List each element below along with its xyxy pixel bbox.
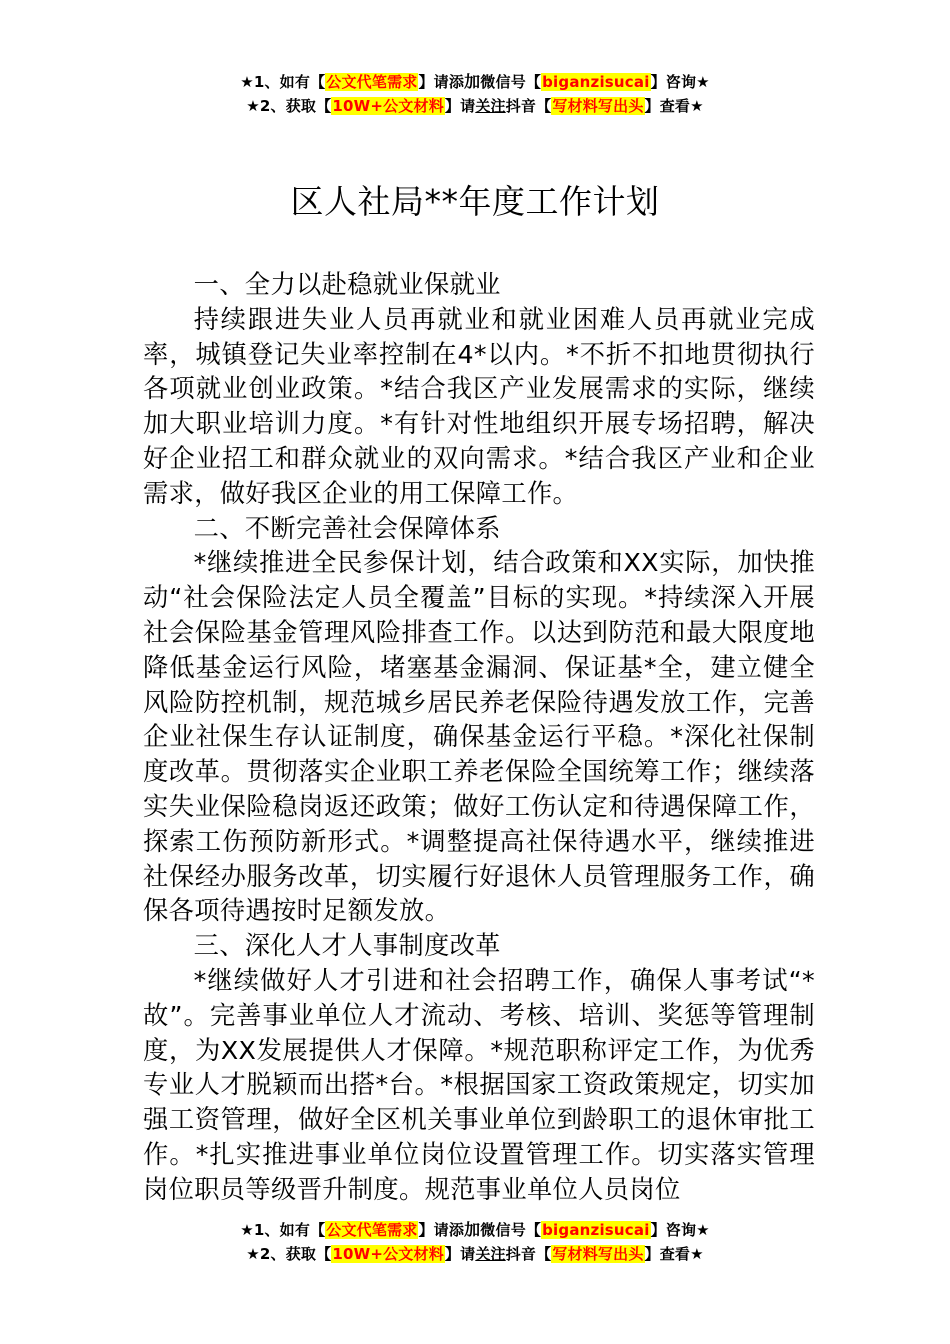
promo-text: 加 bbox=[464, 1220, 481, 1239]
promo-line-1 bbox=[0, 1218, 950, 1242]
promo-douyin-id[interactable]: 写材料写出头 bbox=[552, 97, 644, 115]
promo-text: ★1、如有【 bbox=[240, 73, 326, 91]
promo-text: 抖音【 bbox=[505, 97, 552, 115]
promo-highlight: 公文代笔需求 bbox=[326, 73, 418, 91]
promo-text: 】请 bbox=[444, 1245, 476, 1263]
promo-line-1 bbox=[0, 70, 950, 94]
section-heading: 一、全力以赴稳就业保就业 bbox=[193, 270, 501, 299]
promo-text: 加 bbox=[464, 72, 481, 91]
promo-text: 关注 bbox=[475, 1245, 506, 1263]
promo-text: 】咨询★ bbox=[650, 73, 710, 91]
promo-douyin-id[interactable]: 写材料写出头 bbox=[552, 1245, 644, 1263]
promo-line-2 bbox=[0, 94, 950, 118]
document-title: 区人社局**年度工作计划 bbox=[290, 182, 660, 221]
section-heading: 二、不断完善社会保障体系 bbox=[193, 513, 501, 543]
promo-highlight: 10W+公文材料 bbox=[332, 97, 444, 115]
promo-text: 】咨询★ bbox=[650, 1221, 710, 1239]
document-body bbox=[143, 268, 815, 1208]
promo-wechat-id[interactable]: biganzisucai bbox=[542, 73, 650, 91]
promo-text: 】请 bbox=[444, 97, 476, 115]
promo-text: 】请添 bbox=[418, 1221, 465, 1239]
promo-wechat-id[interactable]: biganzisucai bbox=[542, 1221, 650, 1239]
promo-highlight: 10W+公文材料 bbox=[332, 1245, 444, 1263]
section-heading: 三、深化人才人事制度改革 bbox=[193, 931, 501, 961]
promo-text: 关注 bbox=[475, 97, 506, 115]
promo-text: ★2、获取【 bbox=[246, 1245, 332, 1263]
promo-text: ★2、获取【 bbox=[246, 97, 332, 115]
promo-text: 】查看★ bbox=[644, 97, 704, 115]
promo-text: 抖音【 bbox=[505, 1245, 552, 1263]
bottom-promo-banner bbox=[0, 1218, 950, 1266]
promo-text: 】请添 bbox=[418, 73, 465, 91]
promo-highlight: 公文代笔需求 bbox=[326, 1221, 418, 1239]
section-paragraph: *继续推进全民参保计划，结合政策和XX实际，加快推动“社会保险法定人员全覆盖”目标的实现。*持续深入开展社会保险基金管理风险排查工作。以达到防范和最大限度地降低基金运行风险，堵塞基金漏洞、保证基*全，建立健全风险防控机制，规范城乡居民养老保险待遇发放工作，完善企业社保生存认证制度，确保基金运行平稳。*深化社保制度改革。贯彻落实企业职工养老保险全国统筹工作；继续落实失业保险稳岗返还政策；做好工伤认定和待遇保障工作，探索工伤预防新形式。*调整提高社保待遇水平，继续推进社保经办服务改革，切实履行好退休人员管理服务工作，确保各项待遇按时足额发放。 bbox=[143, 548, 815, 926]
promo-text: 微信号【 bbox=[480, 73, 542, 91]
section-paragraph: *继续做好人才引进和社会招聘工作，确保人事考试“*故”。完善事业单位人才流动、考核、培训、奖惩等管理制度，为XX发展提供人才保障。*规范职称评定工作，为优秀专业人才脱颖而出搭*台。*根据国家工资政策规定，切实加强工资管理，做好全区机关事业单位到龄职工的退休审批工作。*扎实推进事业单位岗位设置管理工作。切实落实管理岗位职员等级晋升制度。规范事业单位人员岗位 bbox=[143, 965, 815, 1204]
promo-line-2 bbox=[0, 1242, 950, 1266]
promo-text: ★1、如有【 bbox=[240, 1221, 326, 1239]
promo-text: 微信号【 bbox=[480, 1221, 542, 1239]
section-paragraph: 持续跟进失业人员再就业和就业困难人员再就业完成率，城镇登记失业率控制在4*以内。*不折不扣地贯彻执行各项就业创业政策。*结合我区产业发展需求的实际，继续加大职业培训力度。*有针对性地组织开展专场招聘，解决好企业招工和群众就业的双向需求。*结合我区产业和企业需求，做好我区企业的用工保障工作。 bbox=[143, 304, 815, 508]
promo-text: 】查看★ bbox=[644, 1245, 704, 1263]
top-promo-banner bbox=[0, 70, 950, 118]
